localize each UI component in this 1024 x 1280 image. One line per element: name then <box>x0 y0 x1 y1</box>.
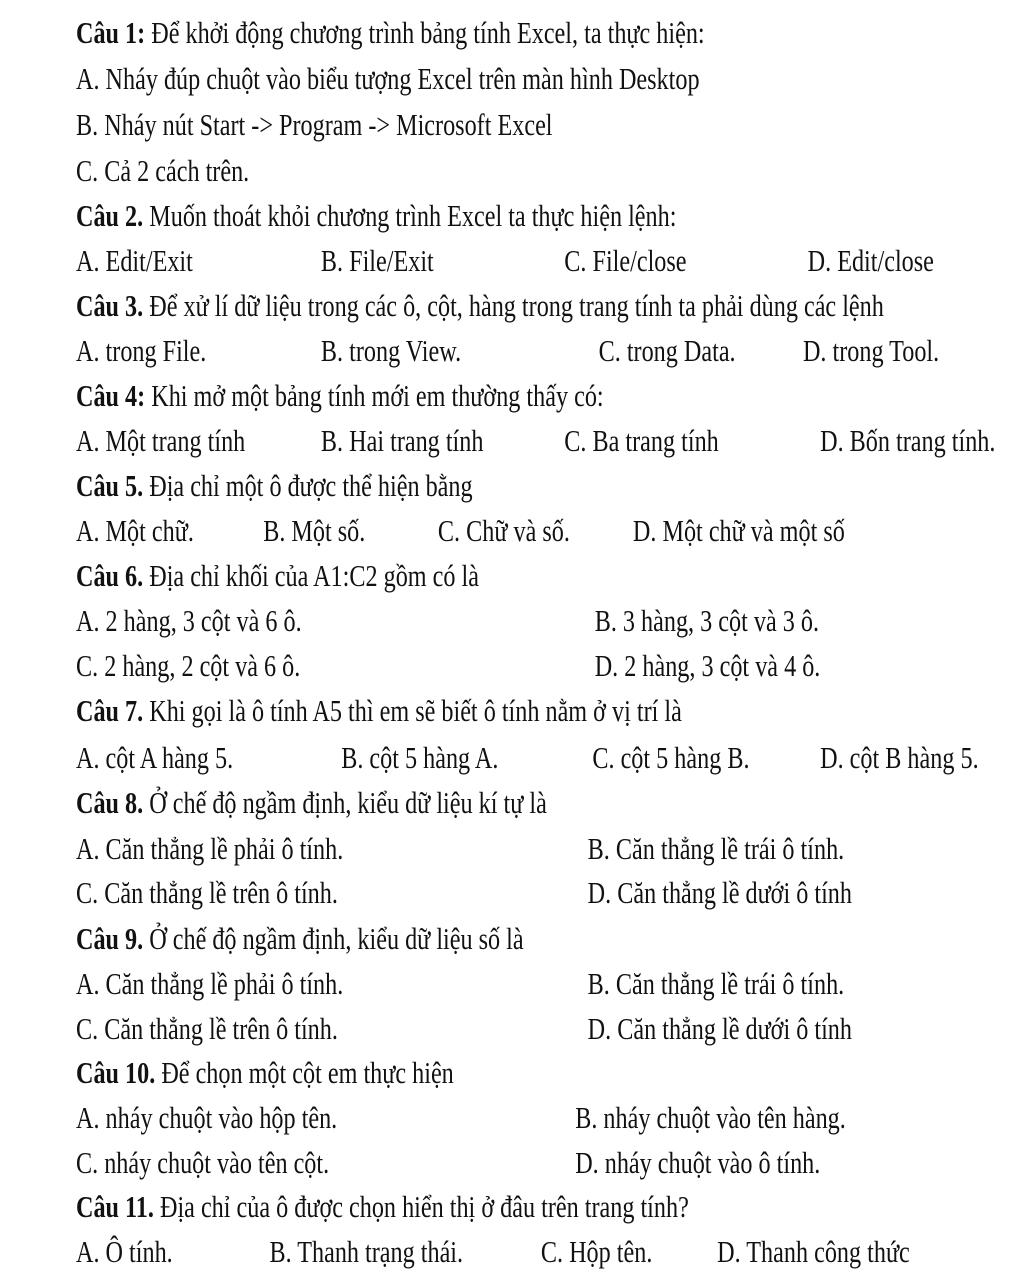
question-6-text: Địa chỉ khối của A1:C2 gồm có là <box>143 558 479 593</box>
question-11-option-b: B. Thanh trạng thái. <box>269 1234 464 1269</box>
question-8-option-d: D. Căn thẳng lề dưới ô tính <box>587 875 852 910</box>
question-3-number: Câu 3. <box>76 288 144 323</box>
question-8-option-b: B. Căn thẳng lề trái ô tính. <box>587 831 845 866</box>
question-1-number: Câu 1: <box>76 15 146 50</box>
question-4-number: Câu 4: <box>76 378 146 413</box>
question-1-option-c: C. Cả 2 cách trên. <box>76 153 250 188</box>
question-5-option-d: D. Một chữ và một số <box>632 513 845 548</box>
question-2-option-b: B. File/Exit <box>320 243 434 278</box>
question-11-option-c: C. Hộp tên. <box>540 1234 653 1269</box>
question-4-option-a: A. Một trang tính <box>76 423 246 458</box>
question-10-options-row-1 <box>76 1097 875 1139</box>
question-9-option-c: C. Căn thẳng lề trên ô tính. <box>76 1011 338 1046</box>
question-6-option-b: B. 3 hàng, 3 cột và 3 ô. <box>594 603 820 638</box>
question-7-number: Câu 7. <box>76 693 144 728</box>
question-11-options <box>76 1231 910 1273</box>
question-6 <box>76 555 875 597</box>
question-3 <box>76 285 884 327</box>
question-8 <box>76 782 875 824</box>
question-4-option-b: B. Hai trang tính <box>320 423 484 458</box>
question-3-option-c: C. trong Data. <box>598 333 736 368</box>
question-7-option-d: D. cột B hàng 5. <box>820 740 979 775</box>
question-10-number: Câu 10. <box>76 1055 156 1090</box>
question-3-option-d: D. trong Tool. <box>802 333 940 368</box>
question-2-options <box>76 240 934 282</box>
question-5-options <box>76 510 875 552</box>
question-3-text: Để xử lí dữ liệu trong các ô, cột, hàng trong trang tính ta phải dùng các lệnh <box>143 288 884 323</box>
question-9-text: Ở chế độ ngầm định, kiểu dữ liệu số là <box>143 921 524 956</box>
question-6-options-row-2 <box>76 645 875 687</box>
question-10-option-d: D. nháy chuột vào ô tính. <box>575 1145 821 1180</box>
question-2-option-d: D. Edit/close <box>807 243 934 278</box>
question-10-option-c: C. nháy chuột vào tên cột. <box>76 1145 330 1180</box>
question-5-option-c: C. Chữ và số. <box>437 513 570 548</box>
question-4-options <box>76 420 996 462</box>
question-7 <box>76 690 875 732</box>
question-5-option-b: B. Một số. <box>263 513 366 548</box>
question-7-option-a: A. cột A hàng 5. <box>76 740 234 775</box>
question-2-option-c: C. File/close <box>564 243 687 278</box>
question-8-number: Câu 8. <box>76 785 144 820</box>
question-10-option-a: A. nháy chuột vào hộp tên. <box>76 1100 338 1135</box>
question-9-options-row-2 <box>76 1008 875 1050</box>
question-11-option-a: A. Ô tính. <box>76 1234 173 1269</box>
question-9-option-b: B. Căn thẳng lề trái ô tính. <box>587 966 845 1001</box>
question-2-text: Muốn thoát khỏi chương trình Excel ta thực hiện lệnh: <box>143 198 677 233</box>
question-11-text: Địa chỉ của ô được chọn hiển thị ở đâu trên trang tính? <box>153 1189 689 1224</box>
question-9-option-a: A. Căn thẳng lề phải ô tính. <box>76 966 344 1001</box>
question-7-text: Khi gọi là ô tính A5 thì em sẽ biết ô tính nằm ở vị trí là <box>143 693 682 728</box>
question-5-text: Địa chỉ một ô được thể hiện bằng <box>143 468 473 503</box>
question-9 <box>76 918 875 960</box>
question-9-number: Câu 9. <box>76 921 144 956</box>
question-7-options <box>76 737 979 779</box>
question-6-options-row-1 <box>76 600 875 642</box>
question-10-option-b: B. nháy chuột vào tên hàng. <box>575 1100 846 1135</box>
question-10 <box>76 1052 875 1094</box>
question-11-number: Câu 11. <box>76 1189 154 1224</box>
question-6-option-d: D. 2 hàng, 3 cột và 4 ô. <box>594 648 821 683</box>
question-8-text: Ở chế độ ngầm định, kiểu dữ liệu kí tự là <box>143 785 547 820</box>
question-5 <box>76 465 875 507</box>
question-1-option-a: A. Nháy đúp chuột vào biểu tượng Excel trên màn hình Desktop <box>76 61 700 96</box>
question-5-option-a: A. Một chữ. <box>76 513 194 548</box>
question-2-number: Câu 2. <box>76 198 144 233</box>
question-4 <box>76 375 875 417</box>
question-5-number: Câu 5. <box>76 468 144 503</box>
question-8-options-row-1 <box>76 828 875 870</box>
question-6-option-a: A. 2 hàng, 3 cột và 6 ô. <box>76 603 302 638</box>
question-4-text: Khi mở một bảng tính mới em thường thấy có: <box>145 378 604 413</box>
question-6-number: Câu 6. <box>76 558 144 593</box>
question-3-option-b: B. trong View. <box>320 333 462 368</box>
question-6-option-c: C. 2 hàng, 2 cột và 6 ô. <box>76 648 301 683</box>
question-9-options-row-1 <box>76 963 875 1005</box>
question-4-option-d: D. Bốn trang tính. <box>820 423 996 458</box>
question-11 <box>76 1186 875 1228</box>
question-3-option-a: A. trong File. <box>76 333 207 368</box>
question-9-option-d: D. Căn thẳng lề dưới ô tính <box>587 1011 852 1046</box>
question-1-text: Để khởi động chương trình bảng tính Excel, ta thực hiện: <box>145 15 705 50</box>
question-7-option-c: C. cột 5 hàng B. <box>592 740 750 775</box>
question-7-option-b: B. cột 5 hàng A. <box>341 740 499 775</box>
question-1 <box>76 12 875 54</box>
question-2 <box>76 195 875 237</box>
question-2-option-a: A. Edit/Exit <box>76 243 193 278</box>
question-8-option-a: A. Căn thẳng lề phải ô tính. <box>76 831 344 866</box>
question-1-option-b: B. Nháy nút Start -> Program -> Microsoft Excel <box>76 107 553 142</box>
question-8-options-row-2 <box>76 872 875 914</box>
question-11-option-d: D. Thanh công thức <box>717 1234 910 1269</box>
question-8-option-c: C. Căn thẳng lề trên ô tính. <box>76 875 338 910</box>
question-4-option-c: C. Ba trang tính <box>564 423 719 458</box>
question-3-options <box>76 330 940 372</box>
question-10-text: Để chọn một cột em thực hiện <box>155 1055 454 1090</box>
question-10-options-row-2 <box>76 1142 875 1184</box>
